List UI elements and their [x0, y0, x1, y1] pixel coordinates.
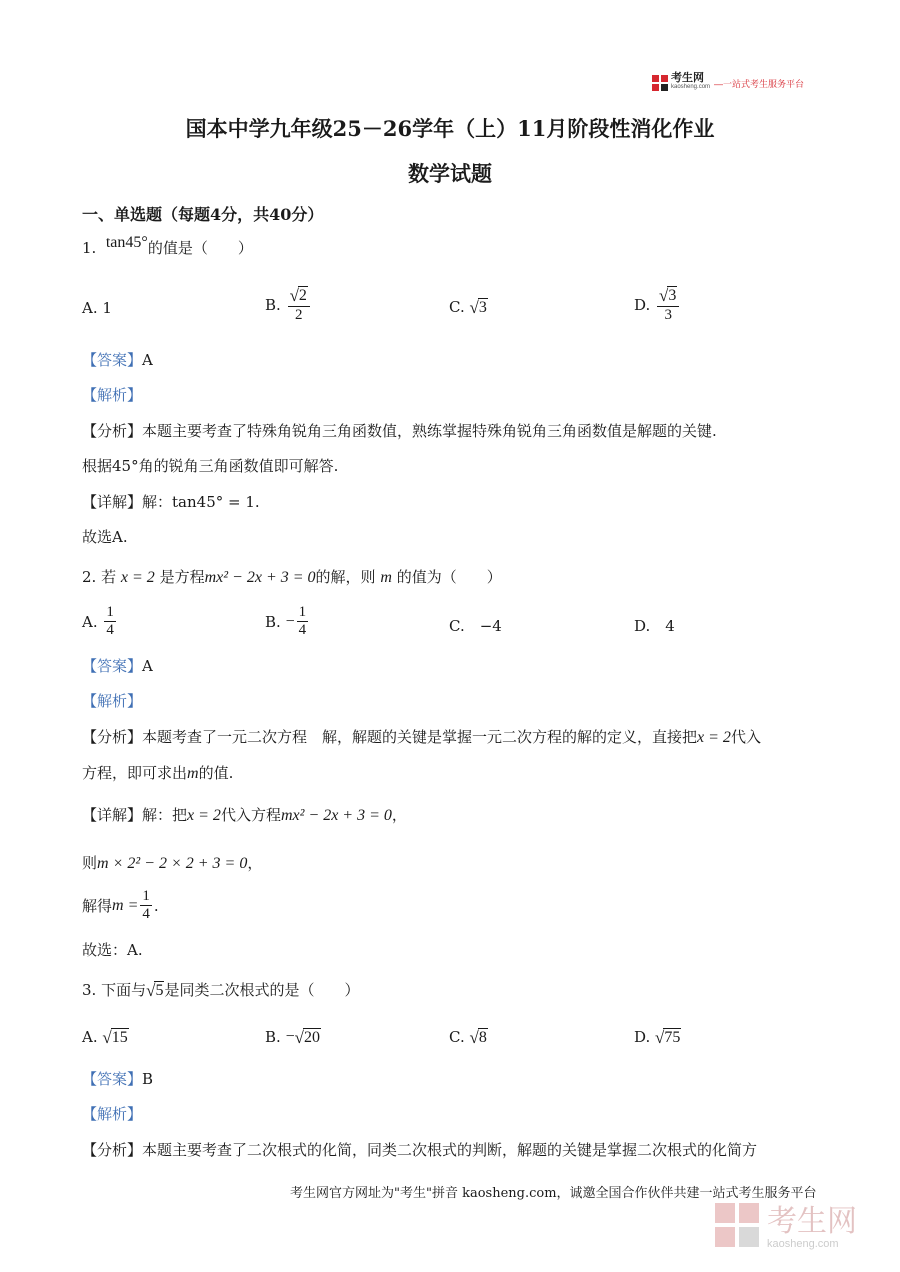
watermark-domain: kaosheng.com	[767, 1238, 839, 1250]
q2-option-b: B. − $\frac{1}{4}$	[265, 604, 307, 638]
q1-option-d: D. √ 3 3	[634, 286, 681, 324]
kaosheng-logo-icon	[652, 75, 668, 91]
header-logo	[652, 74, 804, 92]
q1-option-c: C. √ 3	[449, 297, 487, 317]
q2-option-c: C. −4	[449, 617, 502, 635]
section-heading: 一、单选题（每题4分，共40分）	[82, 205, 324, 224]
q3-analysis-label: 【解析】	[82, 1105, 143, 1123]
q3-option-b: B. − √ 20	[265, 1027, 320, 1047]
q1-option-a: A. 1	[82, 299, 112, 317]
q2-choose: 故选：A.	[82, 941, 143, 959]
q1-option-b: B. √ 2 2	[265, 286, 312, 324]
logo-name: 考生网	[671, 72, 704, 84]
q1-analysis-label: 【解析】	[82, 386, 143, 404]
q3-fenxi: 【分析】本题主要考查了二次根式的化简，同类二次根式的判断，解题的关键是掌握二次根式的化简方	[82, 1141, 758, 1159]
tan-expression: tan45°	[105, 234, 148, 251]
q2-option-a: A. $\frac{1}{4}$	[82, 604, 114, 638]
q1-fenxi: 【分析】本题主要考查了特殊角锐角三角函数值，熟练掌握特殊角锐角三角函数值是解题的关键.	[82, 422, 717, 440]
question-3-stem: 3. 下面与 √ 5 是同类二次根式的是（ ）	[82, 980, 360, 1000]
q1-choose: 故选A.	[82, 528, 128, 546]
q3-option-a: A. √ 15	[82, 1027, 128, 1047]
q3-option-d: D. √ 75	[634, 1027, 681, 1047]
page-title: 国本中学九年级25－26学年（上）11月阶段性消化作业	[185, 116, 715, 141]
q3-option-c: C. √ 8	[449, 1027, 487, 1047]
logo-slogan: —一站式考生服务平台	[714, 78, 805, 89]
question-1-stem: 1. tan45°的值是（ ）	[82, 234, 253, 257]
page-subtitle: 数学试题	[408, 161, 492, 186]
q2-detail: 【详解】解：把x = 2代入方程mx² − 2x + 3 = 0，	[82, 806, 407, 824]
question-2-stem: 2. 若 x = 2 是方程mx² − 2x + 3 = 0的解，则 m 的值为（ ）	[82, 568, 502, 586]
q2-analysis-label: 【解析】	[82, 692, 143, 710]
watermark-name: 考生网	[767, 1205, 857, 1238]
watermark-logo-icon	[715, 1203, 761, 1253]
q3-answer: 【答案】B	[82, 1070, 154, 1088]
footer-note: 考生网官方网址为"考生"拼音 kaosheng.com，诚邀全国合作伙伴共建一站式考生服务平台	[290, 1186, 817, 1201]
q1-detail: 【详解】解：tan45° = 1.	[82, 493, 260, 511]
q1-answer: 【答案】A	[82, 351, 153, 369]
q2-detail-line-3: 解得 m = $\frac{1}{4}$ .	[82, 888, 159, 922]
watermark	[715, 1203, 857, 1253]
q2-answer: 【答案】A	[82, 657, 153, 675]
q2-fenxi-2: 方程，即可求出m的值.	[82, 764, 234, 782]
q2-option-d: D. 4	[634, 617, 675, 635]
q2-fenxi: 【分析】本题考查了一元二次方程 解，解题的关键是掌握一元二次方程的解的定义，直接把x = 2代入	[82, 728, 761, 746]
q2-detail-line-2: 则m × 2² − 2 × 2 + 3 = 0，	[82, 854, 263, 872]
q1-fenxi-2: 根据45°角的锐角三角函数值即可解答.	[82, 457, 339, 475]
logo-domain: kaosheng.com	[671, 84, 711, 90]
